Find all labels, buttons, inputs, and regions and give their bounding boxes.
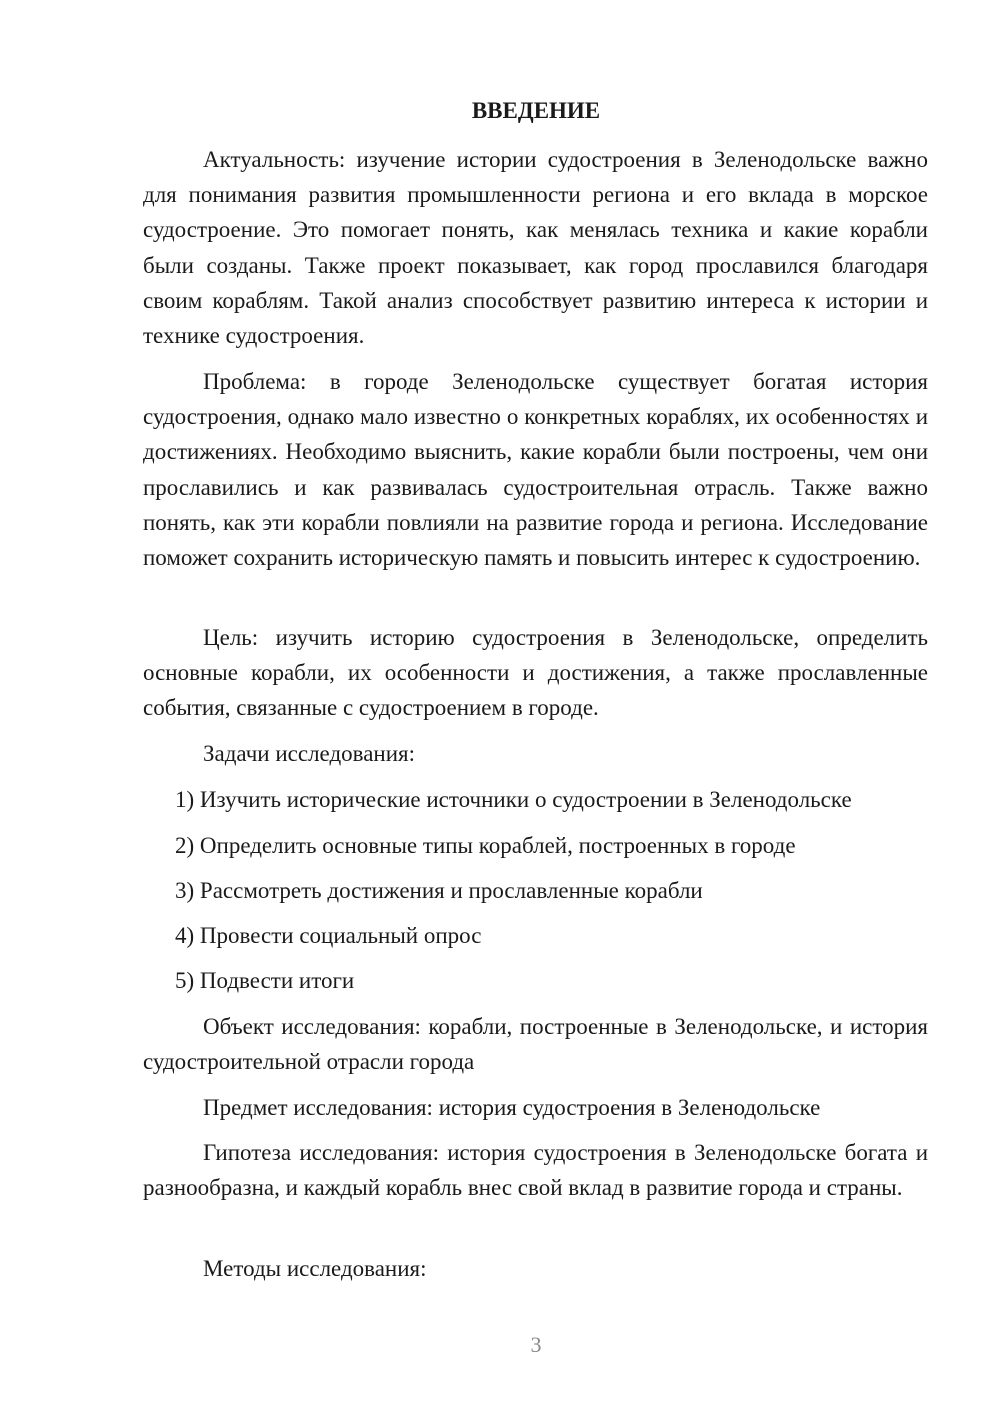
problem-paragraph: Проблема: в городе Зеленодольске существует богатая история судостроения, однако мало известно о конкретных кораблях, их особенностях и достижениях. Необходимо выяснить, какие корабли были построены, чем они прославились и как развивалась судостроительная отрасль. Также важно понять, как эти корабли повлияли на развитие города и региона. Исследование поможет сохранить историческую память и повысить интерес к судостроению.	[143, 369, 928, 571]
goal-paragraph: Цель: изучить историю судостроения в Зеленодольске, определить основные корабли, их особенности и достижения, а также прославленные события, связанные с судостроением в городе.	[143, 625, 928, 721]
subject-paragraph: Предмет исследования: история судостроения в Зеленодольске	[203, 1095, 821, 1120]
task-item: 2) Определить основные типы кораблей, построенных в городе	[175, 833, 796, 858]
section-title: ВВЕДЕНИЕ	[471, 98, 601, 123]
methods-heading: Методы исследования:	[203, 1256, 427, 1281]
task-item: 1) Изучить исторические источники о судостроении в Зеленодольске	[175, 787, 852, 812]
task-item: 4) Провести социальный опрос	[175, 923, 482, 948]
object-paragraph: Объект исследования: корабли, построенные в Зеленодольске, и история судостроительной отрасли города	[143, 1014, 928, 1075]
hypothesis-paragraph: Гипотеза исследования: история судостроения в Зеленодольске богата и разнообразна, и каждый корабль внес свой вклад в развитие города и страны.	[143, 1140, 928, 1201]
tasks-heading: Задачи исследования:	[203, 741, 416, 766]
relevance-paragraph: Актуальность: изучение истории судостроения в Зеленодольске важно для понимания развития промышленности региона и его вклада в морское судостроение. Это помогает понять, как менялась техника и какие корабли были созданы. Также проект показывает, как город прославился благодаря своим кораблям. Такой анализ способствует развитию интереса к истории и технике судостроения.	[143, 147, 928, 349]
task-item: 5) Подвести итоги	[175, 968, 355, 993]
page-number: 3	[530, 1332, 542, 1357]
task-item: 3) Рассмотреть достижения и прославленные корабли	[175, 878, 703, 903]
